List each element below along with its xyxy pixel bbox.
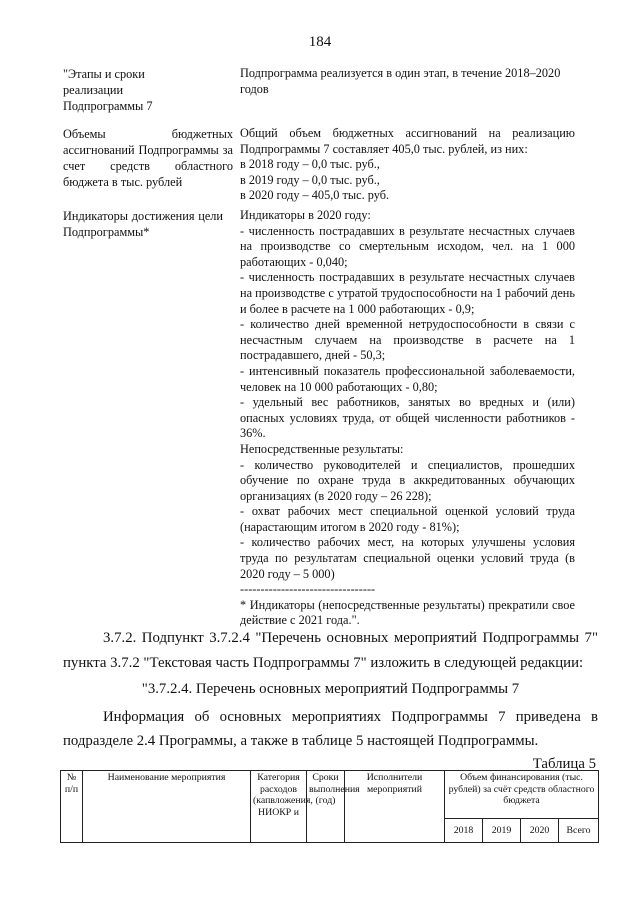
header-year-2019: 2019 bbox=[483, 819, 521, 843]
budget-line-2019: в 2019 году – 0,0 тыс. руб., bbox=[240, 172, 380, 187]
stages-label-line: Подпрограммы 7 bbox=[63, 99, 153, 113]
stages-label-line: реализации bbox=[63, 83, 124, 97]
header-name: Наименование мероприятия bbox=[83, 771, 251, 843]
indicator-item: - интенсивный показатель профессиональной заболеваемости, человек на 10 000 работающих - 0,80; bbox=[240, 363, 575, 394]
header-year-2018: 2018 bbox=[445, 819, 483, 843]
budget-label: Объемы бюджетных ассигнований Подпрограммы за счет средств областного бюджета в тыс. рублей bbox=[63, 127, 233, 189]
indicator-item: - численность пострадавших в результате несчастных случаев на производстве со смертельным исходом, чел. на 1 000 работающих - 0,040; bbox=[240, 223, 575, 269]
header-executors: Исполнители мероприятий bbox=[345, 771, 445, 843]
stages-value-line: Подпрограмма реализуется в один этап, в течение 2018–2020 bbox=[240, 66, 561, 80]
stages-value bbox=[240, 66, 575, 97]
result-item: - количество руководителей и специалистов, прошедших обучение по охране труда в аккредитованных обучающих организациях (в 2020 году – 26 228); bbox=[240, 457, 575, 503]
indicator-item: - численность пострадавших в результате несчастных случаев на производстве с утратой трудоспособности на 1 рабочий день и более в расчете на 1 000 работающих - 0,9; bbox=[240, 270, 575, 316]
paragraph-info: Информация об основных мероприятиях Подпрограммы 7 приведена в подразделе 2.4 Программы, а также в таблице 5 настоящей Подпрограммы. bbox=[63, 709, 598, 749]
budget-line-2020: в 2020 году – 405,0 тыс. руб. bbox=[240, 188, 390, 203]
page-number: 184 bbox=[308, 34, 332, 50]
indicators-heading: Индикаторы в 2020 году: bbox=[240, 208, 371, 222]
stages-label-line: "Этапы и сроки bbox=[63, 67, 145, 81]
budget-value bbox=[240, 126, 575, 204]
indicators-label: Индикаторы достижения цели Подпрограммы* bbox=[63, 209, 223, 239]
section-heading: "3.7.2.4. Перечень основных мероприятий Подпрограммы 7 bbox=[141, 681, 520, 697]
footnote: * Индикаторы (непосредственные результаты) прекратили свое действие с 2021 года.". bbox=[240, 597, 575, 628]
indicator-item: - количество дней временной нетрудоспособности в связи с несчастным случаем на производстве в расчете на 1 пострадавшего, дней - 50,3; bbox=[240, 317, 575, 363]
budget-intro: Общий объем бюджетных ассигнований на реализацию Подпрограммы 7 составляет 405,0 тыс. рублей, из них: bbox=[240, 126, 575, 156]
header-year-2020: 2020 bbox=[521, 819, 559, 843]
header-category: Категория расходов (капвложения, НИОКР и bbox=[251, 771, 307, 843]
budget-line-2018: в 2018 году – 0,0 тыс. руб., bbox=[240, 157, 380, 172]
indicators-value bbox=[240, 208, 575, 629]
footnote-separator: --------------------------------- bbox=[240, 582, 376, 597]
result-item: - охват рабочих мест специальной оценкой условий труда (нарастающим итогом в 2020 году - 81%); bbox=[240, 504, 575, 534]
results-heading: Непосредственные результаты: bbox=[240, 441, 404, 456]
table-5 bbox=[60, 770, 599, 843]
table-caption: Таблица 5 bbox=[532, 756, 596, 772]
stages-value-line: годов bbox=[240, 81, 269, 96]
header-total: Всего bbox=[559, 819, 599, 843]
result-item: - количество рабочих мест, на которых улучшены условия труда по результатам специальной оценки условий труда (в 2020 году – 5 000) bbox=[240, 535, 575, 581]
paragraph-amendment: 3.7.2. Подпункт 3.7.2.4 "Перечень основных мероприятий Подпрограммы 7" пункта 3.7.2 "Текстовая часть Подпрограммы 7" изложить в следующей редакции: bbox=[63, 630, 598, 671]
stages-label bbox=[63, 66, 233, 114]
indicator-item: - удельный вес работников, занятых во вредных и (или) опасных условиях труда, от общей численности работников - 36%. bbox=[240, 395, 575, 441]
header-terms: Сроки выполнения (год) bbox=[307, 771, 345, 843]
header-num: № п/п bbox=[61, 771, 83, 843]
header-financing: Объем финансирования (тыс. рублей) за счёт средств областного бюджета bbox=[445, 771, 599, 819]
